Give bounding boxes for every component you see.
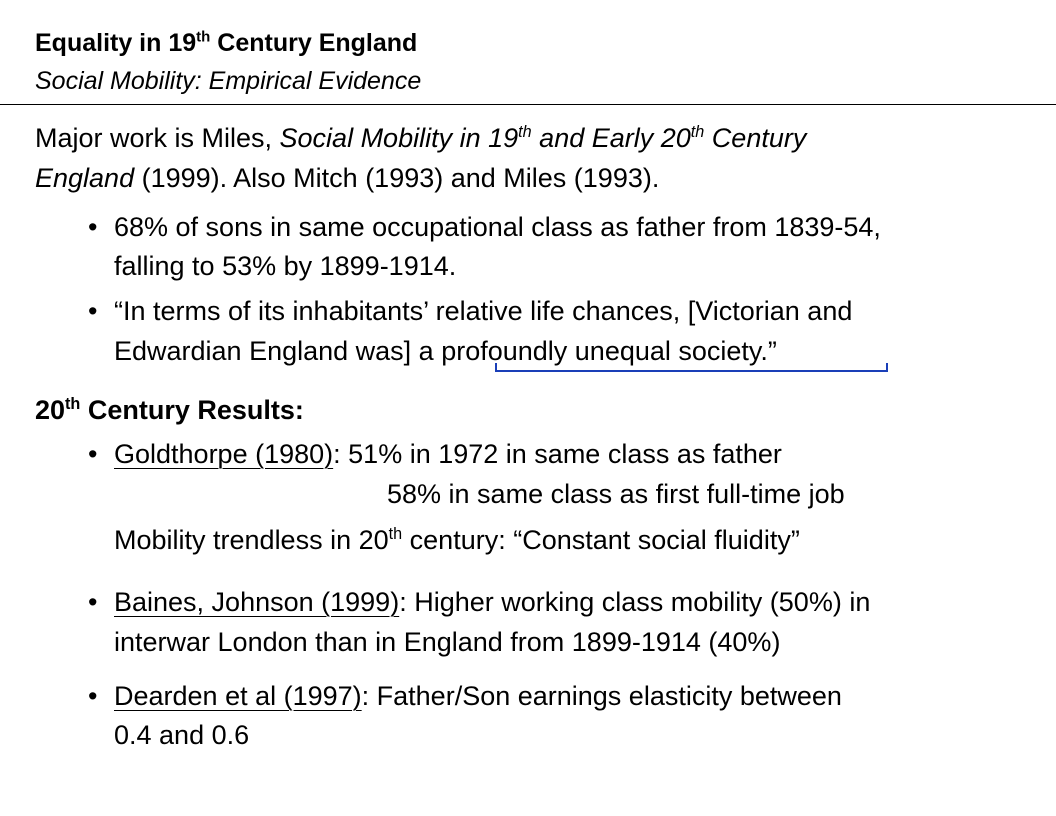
bullet-19c-1-line-2: falling to 53% by 1899-1914.	[114, 251, 457, 281]
bullet-marker: •	[88, 296, 98, 326]
goldthorpe-line-1: Goldthorpe (1980): 51% in 1972 in same class as father	[114, 439, 782, 469]
bullet-marker: •	[88, 212, 98, 242]
goldthorpe-note: Mobility trendless in 20th century: “Constant social fluidity”	[114, 525, 800, 555]
dearden-line-2: 0.4 and 0.6	[114, 720, 250, 750]
bullet-marker: •	[88, 587, 98, 617]
baines-line-1: Baines, Johnson (1999): Higher working class mobility (50%) in	[114, 587, 871, 617]
dearden-line-1: Dearden et al (1997): Father/Son earnings elasticity between	[114, 681, 842, 711]
goldthorpe-line-2: 58% in same class as first full-time job	[387, 479, 845, 509]
slide-title: Equality in 19th Century England	[35, 28, 418, 57]
quote-highlight-underline	[495, 370, 887, 372]
baines-line-2: interwar London than in England from 1899-1914 (40%)	[114, 627, 781, 657]
baines-reference: Baines, Johnson (1999)	[114, 587, 400, 617]
bullet-marker: •	[88, 439, 98, 469]
bullet-19c-1-line-1: 68% of sons in same occupational class as father from 1839-54,	[114, 212, 881, 242]
section-heading-20th-century: 20th Century Results:	[35, 395, 304, 425]
intro-line-2: England (1999). Also Mitch (1993) and Miles (1993).	[35, 163, 660, 193]
goldthorpe-reference: Goldthorpe (1980)	[114, 439, 334, 469]
bullet-19c-2-line-2: Edwardian England was] a profoundly unequal society.”	[114, 336, 777, 366]
bullet-19c-2-line-1: “In terms of its inhabitants’ relative life chances, [Victorian and	[114, 296, 853, 326]
intro-line-1: Major work is Miles, Social Mobility in 19th and Early 20th Century	[35, 123, 807, 153]
dearden-reference: Dearden et al (1997)	[114, 681, 362, 711]
slide-subtitle: Social Mobility: Empirical Evidence	[35, 67, 422, 95]
quote-highlight-tick-left	[495, 363, 497, 372]
bullet-marker: •	[88, 681, 98, 711]
quote-highlight-tick-right	[886, 363, 888, 372]
header-divider	[0, 104, 1056, 105]
